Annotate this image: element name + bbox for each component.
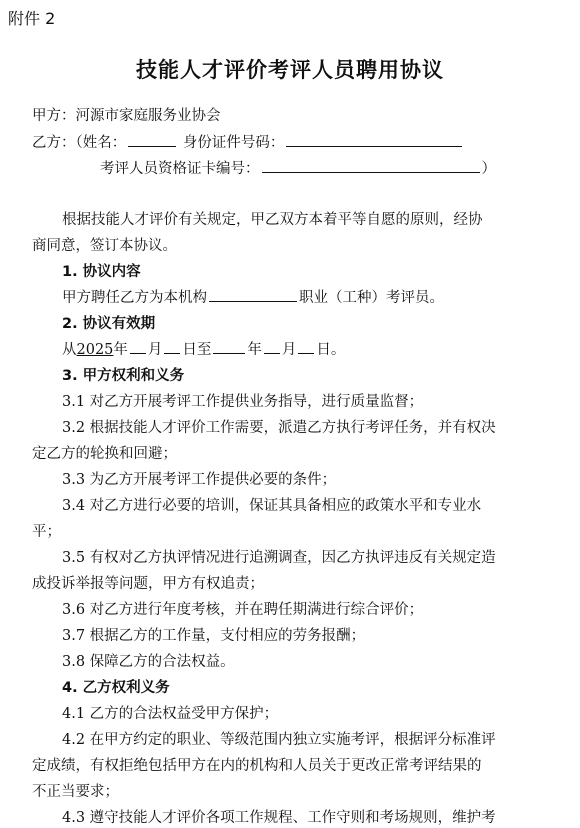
document-title: 技能人才评价考评人员聘用协议 — [136, 58, 444, 82]
item-3-1: 3.1 对乙方开展考评工作提供业务指导，进行质量监督； — [62, 394, 424, 410]
end-month-unit: 月 — [281, 342, 297, 358]
from-label: 从 — [62, 342, 77, 358]
end-month-blank[interactable] — [264, 339, 280, 354]
id-label: 身份证件号码： — [182, 135, 285, 151]
section-1-heading: 1. 协议内容 — [62, 264, 141, 280]
intro-line-2: 商同意，签订本协议。 — [32, 238, 177, 254]
party-a-line: 甲方：河源市家庭服务业协会 — [32, 108, 221, 124]
end-year-unit: 年 — [247, 342, 262, 358]
validity-line — [62, 338, 345, 359]
section-1-text-a: 甲方聘任乙方为本机构 — [62, 290, 207, 306]
section-4-heading: 4. 乙方权利义务 — [62, 680, 170, 696]
item-3-5-a: 3.5 有权对乙方执评情况进行追溯调查，因乙方执评违反有关规定造 — [62, 550, 496, 566]
start-year: 2025 — [76, 342, 114, 358]
start-day-blank[interactable] — [164, 339, 180, 354]
end-day-blank[interactable] — [298, 339, 314, 354]
section-1-text — [62, 286, 444, 307]
item-4-2-b: 定成绩，有权拒绝包括甲方在内的机构和人员关于更改正常考评结果的 — [32, 758, 482, 774]
name-blank[interactable] — [128, 132, 176, 147]
end-year-blank[interactable] — [213, 339, 245, 354]
party-b-prefix: 乙方：（姓名： — [32, 135, 127, 151]
item-3-2-b: 定乙方的轮换和回避； — [32, 446, 177, 462]
start-month-blank[interactable] — [130, 339, 146, 354]
day-to-unit: 日至 — [182, 342, 212, 358]
item-3-4-a: 3.4 对乙方进行必要的培训，保证其具备相应的政策水平和专业水 — [62, 498, 482, 514]
item-4-1: 4.1 乙方的合法权益受甲方保护； — [62, 706, 279, 722]
month-unit: 月 — [147, 342, 163, 358]
section-2-heading: 2. 协议有效期 — [62, 316, 156, 332]
item-4-3-a: 4.3 遵守技能人才评价各项工作规程、工作守则和考场规则，维护考 — [62, 810, 496, 826]
item-3-7: 3.7 根据乙方的工作量，支付相应的劳务报酬； — [62, 628, 366, 644]
end-day-unit: 日。 — [316, 342, 346, 358]
party-b-line — [32, 131, 464, 152]
item-3-3: 3.3 为乙方开展考评工作提供必要的条件； — [62, 472, 337, 488]
occupation-blank[interactable] — [209, 287, 297, 302]
item-3-4-b: 平； — [32, 524, 61, 540]
item-3-5-b: 成投诉举报等问题，甲方有权追责； — [32, 576, 264, 592]
item-4-2-a: 4.2 在甲方约定的职业、等级范围内独立实施考评，根据评分标准评 — [62, 732, 496, 748]
section-3-heading: 3. 甲方权利和义务 — [62, 368, 185, 384]
id-number-blank[interactable] — [286, 132, 462, 147]
section-1-text-b: 职业（工种）考评员。 — [299, 290, 444, 306]
cert-number-blank[interactable] — [262, 158, 480, 173]
item-3-2-a: 3.2 根据技能人才评价工作需要，派遣乙方执行考评任务，并有权决 — [62, 420, 496, 436]
item-4-2-c: 不正当要求； — [32, 784, 119, 800]
item-3-8: 3.8 保障乙方的合法权益。 — [62, 654, 235, 670]
cert-label: 考评人员资格证卡编号： — [100, 161, 260, 177]
attachment-label: 附件 2 — [8, 9, 56, 28]
year-unit: 年 — [113, 342, 128, 358]
cert-line — [100, 157, 496, 178]
item-3-6: 3.6 对乙方进行年度考核，并在聘任期满进行综合评价； — [62, 602, 424, 618]
party-b-close: ） — [481, 161, 496, 177]
intro-line-1: 根据技能人才评价有关规定，甲乙双方本着平等自愿的原则，经协 — [62, 212, 483, 228]
